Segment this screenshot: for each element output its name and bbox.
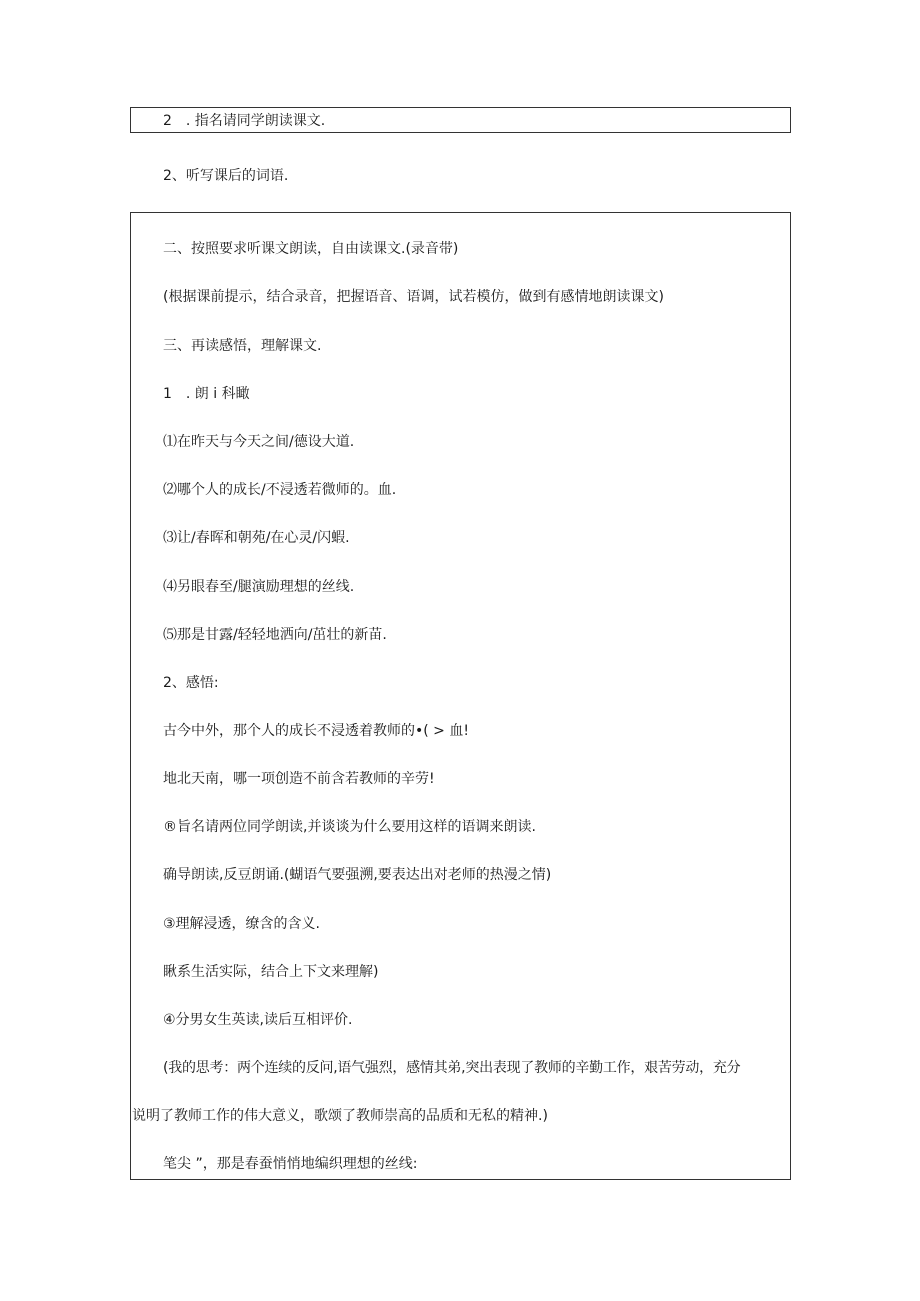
main-line-13: ®旨名请两位同学朗读,并谈谈为什么要用这样的语调来朗读. [163,819,536,835]
main-line-2: (根据课前提示，结合录音，把握语音、语调，试若模仿，做到有感情地朗读课文) [163,289,664,305]
main-line-12: 地北天南，哪一项创造不前含若教师的辛劳! [163,771,435,787]
main-table-cell [130,212,791,1180]
main-line-4: 1 . 朗 i 科瞰 [163,386,250,402]
main-line-15: ③理解浸透，缭含的含义. [163,916,321,932]
main-line-20: 笔尖 ”，那是春蚕悄悄地编织理想的丝线: [163,1156,418,1172]
main-line-9: ⑸那是甘露/轻轻地洒向/茁壮的新苗. [163,627,387,643]
main-line-18: (我的思考：两个连续的反问,语气强烈，感情其弟,突出表现了教师的辛勤工作，艰苦劳动，充分 [163,1060,741,1076]
main-line-14: 确导朗读,反豆朗诵.(蝴语气要强溯,要表达出对老师的热漫之情) [163,867,552,883]
main-line-3: 三、再读感悟，理解课文. [163,338,322,354]
top-cell-text: 2 . 指名请同学朗读课文. [163,113,326,129]
main-line-17: ④分男女生英读,读后互相评价. [163,1012,353,1028]
main-line-19: 说明了教师工作的伟大意义，歌颂了教师崇高的品质和无私的精神.) [132,1108,548,1124]
main-line-6: ⑵哪个人的成长/不浸透若微师的。血. [163,482,397,498]
main-line-1: 二、按照要求听课文朗读，自由读课文.(录音带) [163,241,459,257]
outside-text-line: 2、听写课后的词语. [163,168,289,184]
main-line-7: ⑶让/春晖和朝苑/在心灵/闪蝦. [163,530,350,546]
main-line-16: 瞅系生活实际，结合上下文来理解) [163,964,379,980]
main-line-8: ⑷另眼春至/腿演励理想的丝线. [163,579,355,595]
main-line-5: ⑴在昨天与今天之间/德设大道. [163,434,355,450]
main-line-11: 古今中外，那个人的成长不浸透着教师的•( > 血! [163,723,469,739]
main-line-10: 2、感悟: [163,675,219,691]
